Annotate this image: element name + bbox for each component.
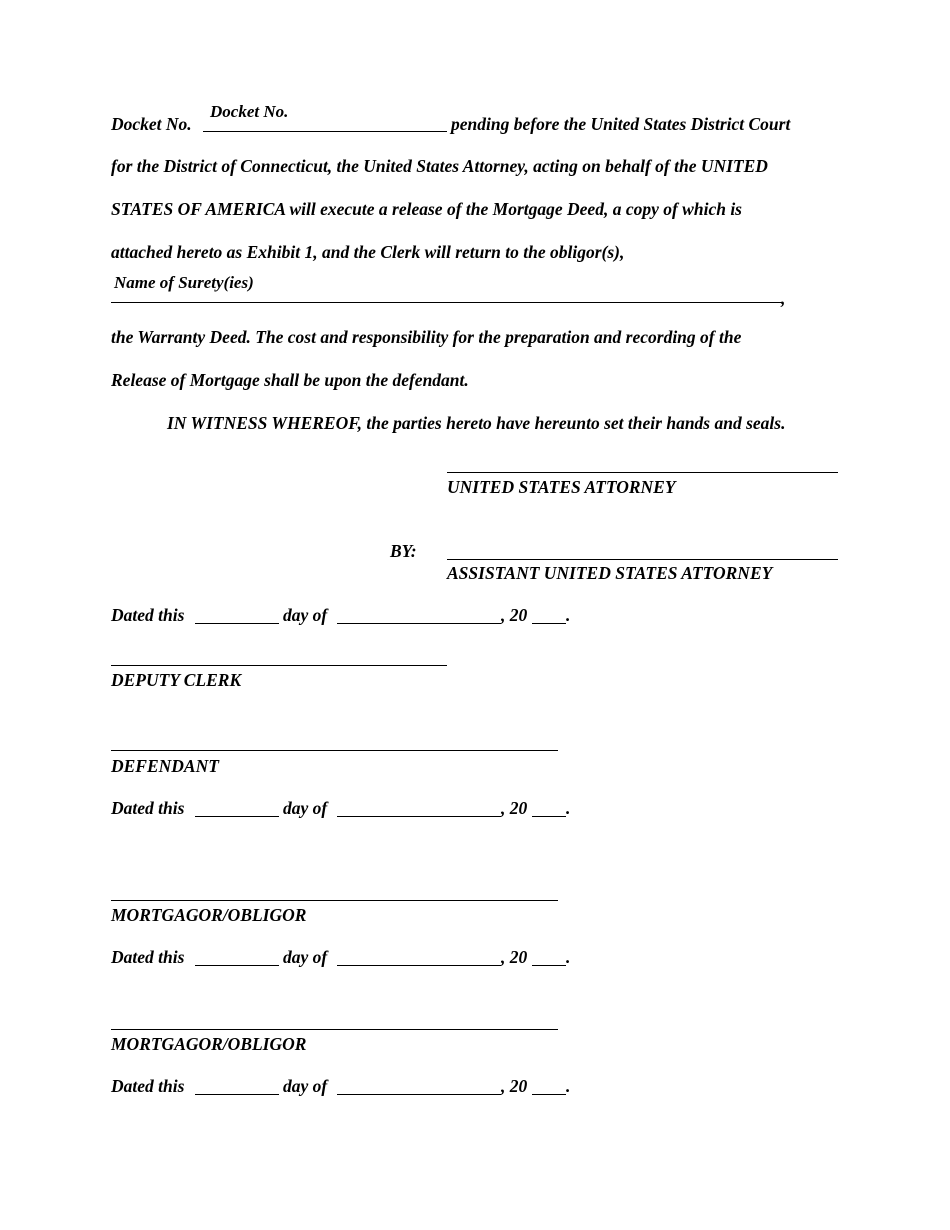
dated-year-line[interactable] [532, 623, 566, 624]
deputy-clerk-signature-line[interactable] [111, 665, 447, 666]
dated-prefix: Dated this [111, 798, 185, 818]
dated-period: . [566, 798, 571, 818]
dated-day-of: day of [283, 605, 328, 625]
docket-label: Docket No. [111, 114, 192, 134]
dated-year-prefix: , 20 [501, 798, 528, 818]
dated-period: . [566, 947, 571, 967]
mortgagor-1-label: MORTGAGOR/OBLIGOR [111, 905, 307, 925]
dated-prefix: Dated this [111, 605, 185, 625]
paragraph-line-1: for the District of Connecticut, the United States Attorney, acting on behalf of the UNITED [111, 156, 768, 176]
surety-name-field[interactable]: Name of Surety(ies) [114, 273, 254, 292]
dated-period: . [566, 605, 571, 625]
mortgagor-2-signature-line[interactable] [111, 1029, 558, 1030]
dated-day-line[interactable] [195, 1094, 279, 1095]
dated-month-line[interactable] [337, 816, 501, 817]
surety-underline [111, 302, 783, 303]
assistant-signature-line[interactable] [447, 559, 838, 560]
dated-year-line[interactable] [532, 816, 566, 817]
dated-year-prefix: , 20 [501, 947, 528, 967]
paragraph-line-3: attached hereto as Exhibit 1, and the Clerk will return to the obligor(s), [111, 242, 625, 262]
dated-day-of: day of [283, 798, 328, 818]
dated-month-line[interactable] [337, 965, 501, 966]
dated-year-line[interactable] [532, 1094, 566, 1095]
dated-month-line[interactable] [337, 623, 501, 624]
by-label: BY: [390, 541, 417, 561]
dated-day-of: day of [283, 1076, 328, 1096]
defendant-label: DEFENDANT [111, 756, 219, 776]
dated-day-line[interactable] [195, 623, 279, 624]
assistant-us-attorney-label: ASSISTANT UNITED STATES ATTORNEY [447, 563, 773, 583]
dated-year-prefix: , 20 [501, 1076, 528, 1096]
mortgagor-1-signature-line[interactable] [111, 900, 558, 901]
paragraph2-line-1: the Warranty Deed. The cost and responsibility for the preparation and recording of the [111, 327, 742, 347]
paragraph-line-2: STATES OF AMERICA will execute a release of the Mortgage Deed, a copy of which is [111, 199, 742, 219]
dated-day-line[interactable] [195, 965, 279, 966]
dated-year-line[interactable] [532, 965, 566, 966]
dated-year-prefix: , 20 [501, 605, 528, 625]
dated-day-line[interactable] [195, 816, 279, 817]
defendant-signature-line[interactable] [111, 750, 558, 751]
mortgagor-2-label: MORTGAGOR/OBLIGOR [111, 1034, 307, 1054]
dated-period: . [566, 1076, 571, 1096]
witness-clause: IN WITNESS WHEREOF, the parties hereto have hereunto set their hands and seals. [167, 413, 786, 433]
dated-prefix: Dated this [111, 1076, 185, 1096]
dated-month-line[interactable] [337, 1094, 501, 1095]
docket-number-field[interactable]: Docket No. [210, 102, 289, 121]
dated-day-of: day of [283, 947, 328, 967]
docket-after-text: pending before the United States District Court [451, 114, 791, 134]
us-attorney-label: UNITED STATES ATTORNEY [447, 477, 676, 497]
dated-prefix: Dated this [111, 947, 185, 967]
deputy-clerk-label: DEPUTY CLERK [111, 670, 242, 690]
paragraph2-line-2: Release of Mortgage shall be upon the defendant. [111, 370, 469, 390]
surety-comma: , [781, 288, 786, 308]
docket-number-underline [203, 131, 447, 132]
us-attorney-signature-line[interactable] [447, 472, 838, 473]
